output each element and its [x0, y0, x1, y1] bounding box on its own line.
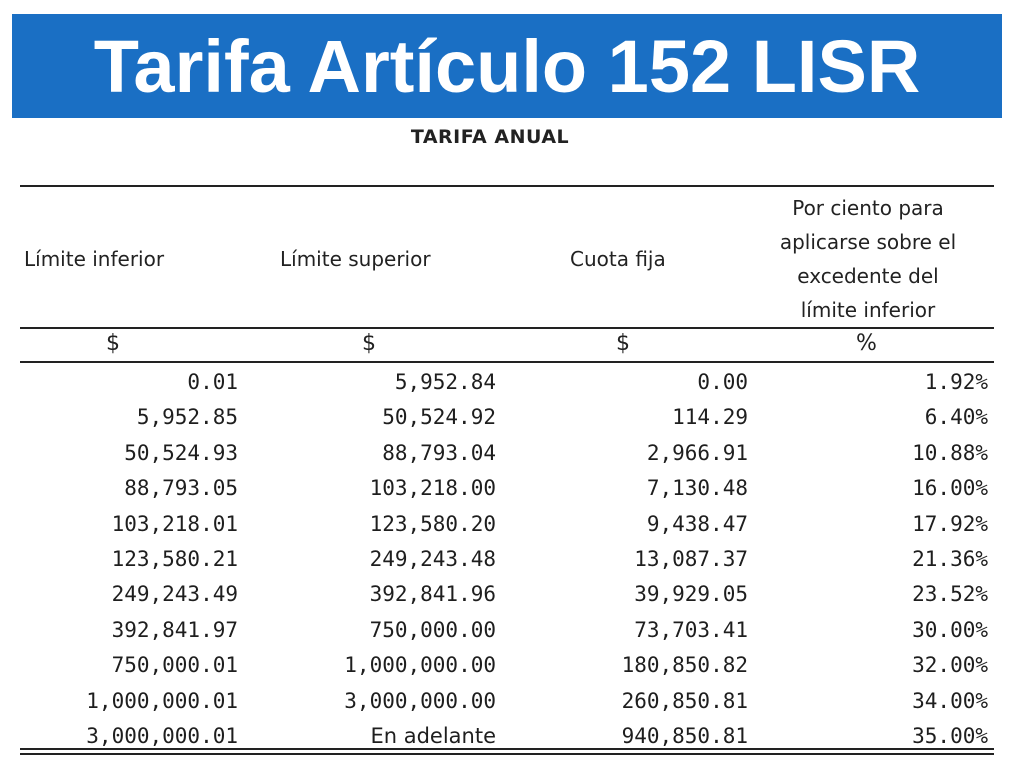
por-ciento-cell: 30.00% [912, 617, 988, 642]
por-ciento-cell: 21.36% [912, 546, 988, 571]
cuota-fija-cell: 940,850.81 [621, 723, 748, 748]
limite-superior-cell: 88,793.04 [382, 440, 496, 465]
column-header-por-ciento-line: Por ciento para [792, 196, 944, 220]
cuota-fija-cell: 39,929.05 [634, 582, 748, 607]
unit-label: $ [616, 331, 630, 356]
cuota-fija-cell: 13,087.37 [634, 546, 748, 571]
table-row [20, 649, 994, 684]
limite-inferior-cell: 392,841.97 [111, 617, 238, 642]
table-row [20, 578, 994, 613]
table-bottom-rule [20, 753, 994, 755]
limite-inferior-cell: 0.01 [187, 370, 238, 394]
column-header-por-ciento-line: excedente del [797, 264, 939, 288]
limite-inferior-cell: 123,580.21 [111, 546, 238, 571]
cuota-fija-cell: 2,966.91 [646, 440, 748, 465]
limite-superior-cell: 103,218.00 [369, 476, 496, 501]
limite-superior-cell: 123,580.20 [369, 511, 496, 536]
column-header-por-ciento-line: aplicarse sobre el [779, 230, 957, 254]
cuota-fija-cell: 73,703.41 [634, 617, 748, 642]
limite-superior-cell: 392,841.96 [369, 582, 496, 607]
table-body [20, 366, 994, 755]
table-row [20, 472, 994, 507]
table-row [20, 614, 994, 649]
por-ciento-cell: 17.92% [912, 511, 988, 536]
title-banner [12, 14, 1002, 118]
column-header-por-ciento [758, 191, 978, 327]
cuota-fija-cell: 180,850.82 [621, 653, 748, 678]
por-ciento-cell: 6.40% [924, 405, 988, 430]
unit-label: % [856, 331, 877, 356]
limite-superior-cell: 750,000.00 [369, 617, 496, 642]
limite-inferior-cell: 50,524.93 [124, 440, 238, 465]
cuota-fija-cell: 0.00 [697, 370, 748, 394]
table-top-rule [20, 185, 994, 187]
limite-inferior-cell: 1,000,000.01 [86, 688, 238, 713]
page-title: Tarifa Artículo 152 LISR [93, 24, 921, 108]
limite-inferior-cell: 750,000.01 [111, 653, 238, 678]
por-ciento-cell: 32.00% [912, 653, 988, 678]
limite-superior-cell: 1,000,000.00 [344, 653, 496, 678]
table-row [20, 401, 994, 436]
por-ciento-cell: 34.00% [912, 688, 988, 713]
por-ciento-cell: 35.00% [912, 723, 988, 748]
table-row [20, 508, 994, 543]
cuota-fija-cell: 260,850.81 [621, 688, 748, 713]
column-header-limite-inferior: Límite inferior [24, 247, 165, 271]
table-row [20, 366, 994, 401]
por-ciento-cell: 1.92% [924, 370, 988, 394]
unit-label: $ [106, 331, 120, 356]
cuota-fija-cell: 114.29 [672, 405, 748, 430]
limite-inferior-cell: 103,218.01 [111, 511, 238, 536]
table-row [20, 543, 994, 578]
limite-superior-cell: 249,243.48 [369, 546, 496, 571]
table-bottom-rule [20, 748, 994, 750]
table-row [20, 685, 994, 720]
limite-superior-cell: 5,952.84 [394, 370, 496, 394]
cuota-fija-cell: 9,438.47 [646, 511, 748, 536]
column-header-limite-superior: Límite superior [280, 247, 431, 271]
limite-inferior-cell: 249,243.49 [111, 582, 238, 607]
limite-superior-cell: 3,000,000.00 [344, 688, 496, 713]
column-header-por-ciento-line: límite inferior [800, 298, 936, 322]
limite-superior-cell: En adelante [370, 723, 496, 748]
units-bottom-rule [20, 361, 994, 363]
limite-inferior-cell: 5,952.85 [136, 405, 238, 430]
cuota-fija-cell: 7,130.48 [646, 476, 748, 501]
limite-inferior-cell: 3,000,000.01 [86, 723, 238, 748]
por-ciento-cell: 23.52% [912, 582, 988, 607]
limite-inferior-cell: 88,793.05 [124, 476, 238, 501]
por-ciento-cell: 16.00% [912, 476, 988, 501]
unit-label: $ [362, 331, 376, 356]
column-header-cuota-fija: Cuota fija [570, 247, 666, 271]
header-bottom-rule [20, 327, 994, 329]
table-row [20, 437, 994, 472]
limite-superior-cell: 50,524.92 [382, 405, 496, 430]
por-ciento-cell: 10.88% [912, 440, 988, 465]
table-subtitle: TARIFA ANUAL [410, 126, 570, 148]
